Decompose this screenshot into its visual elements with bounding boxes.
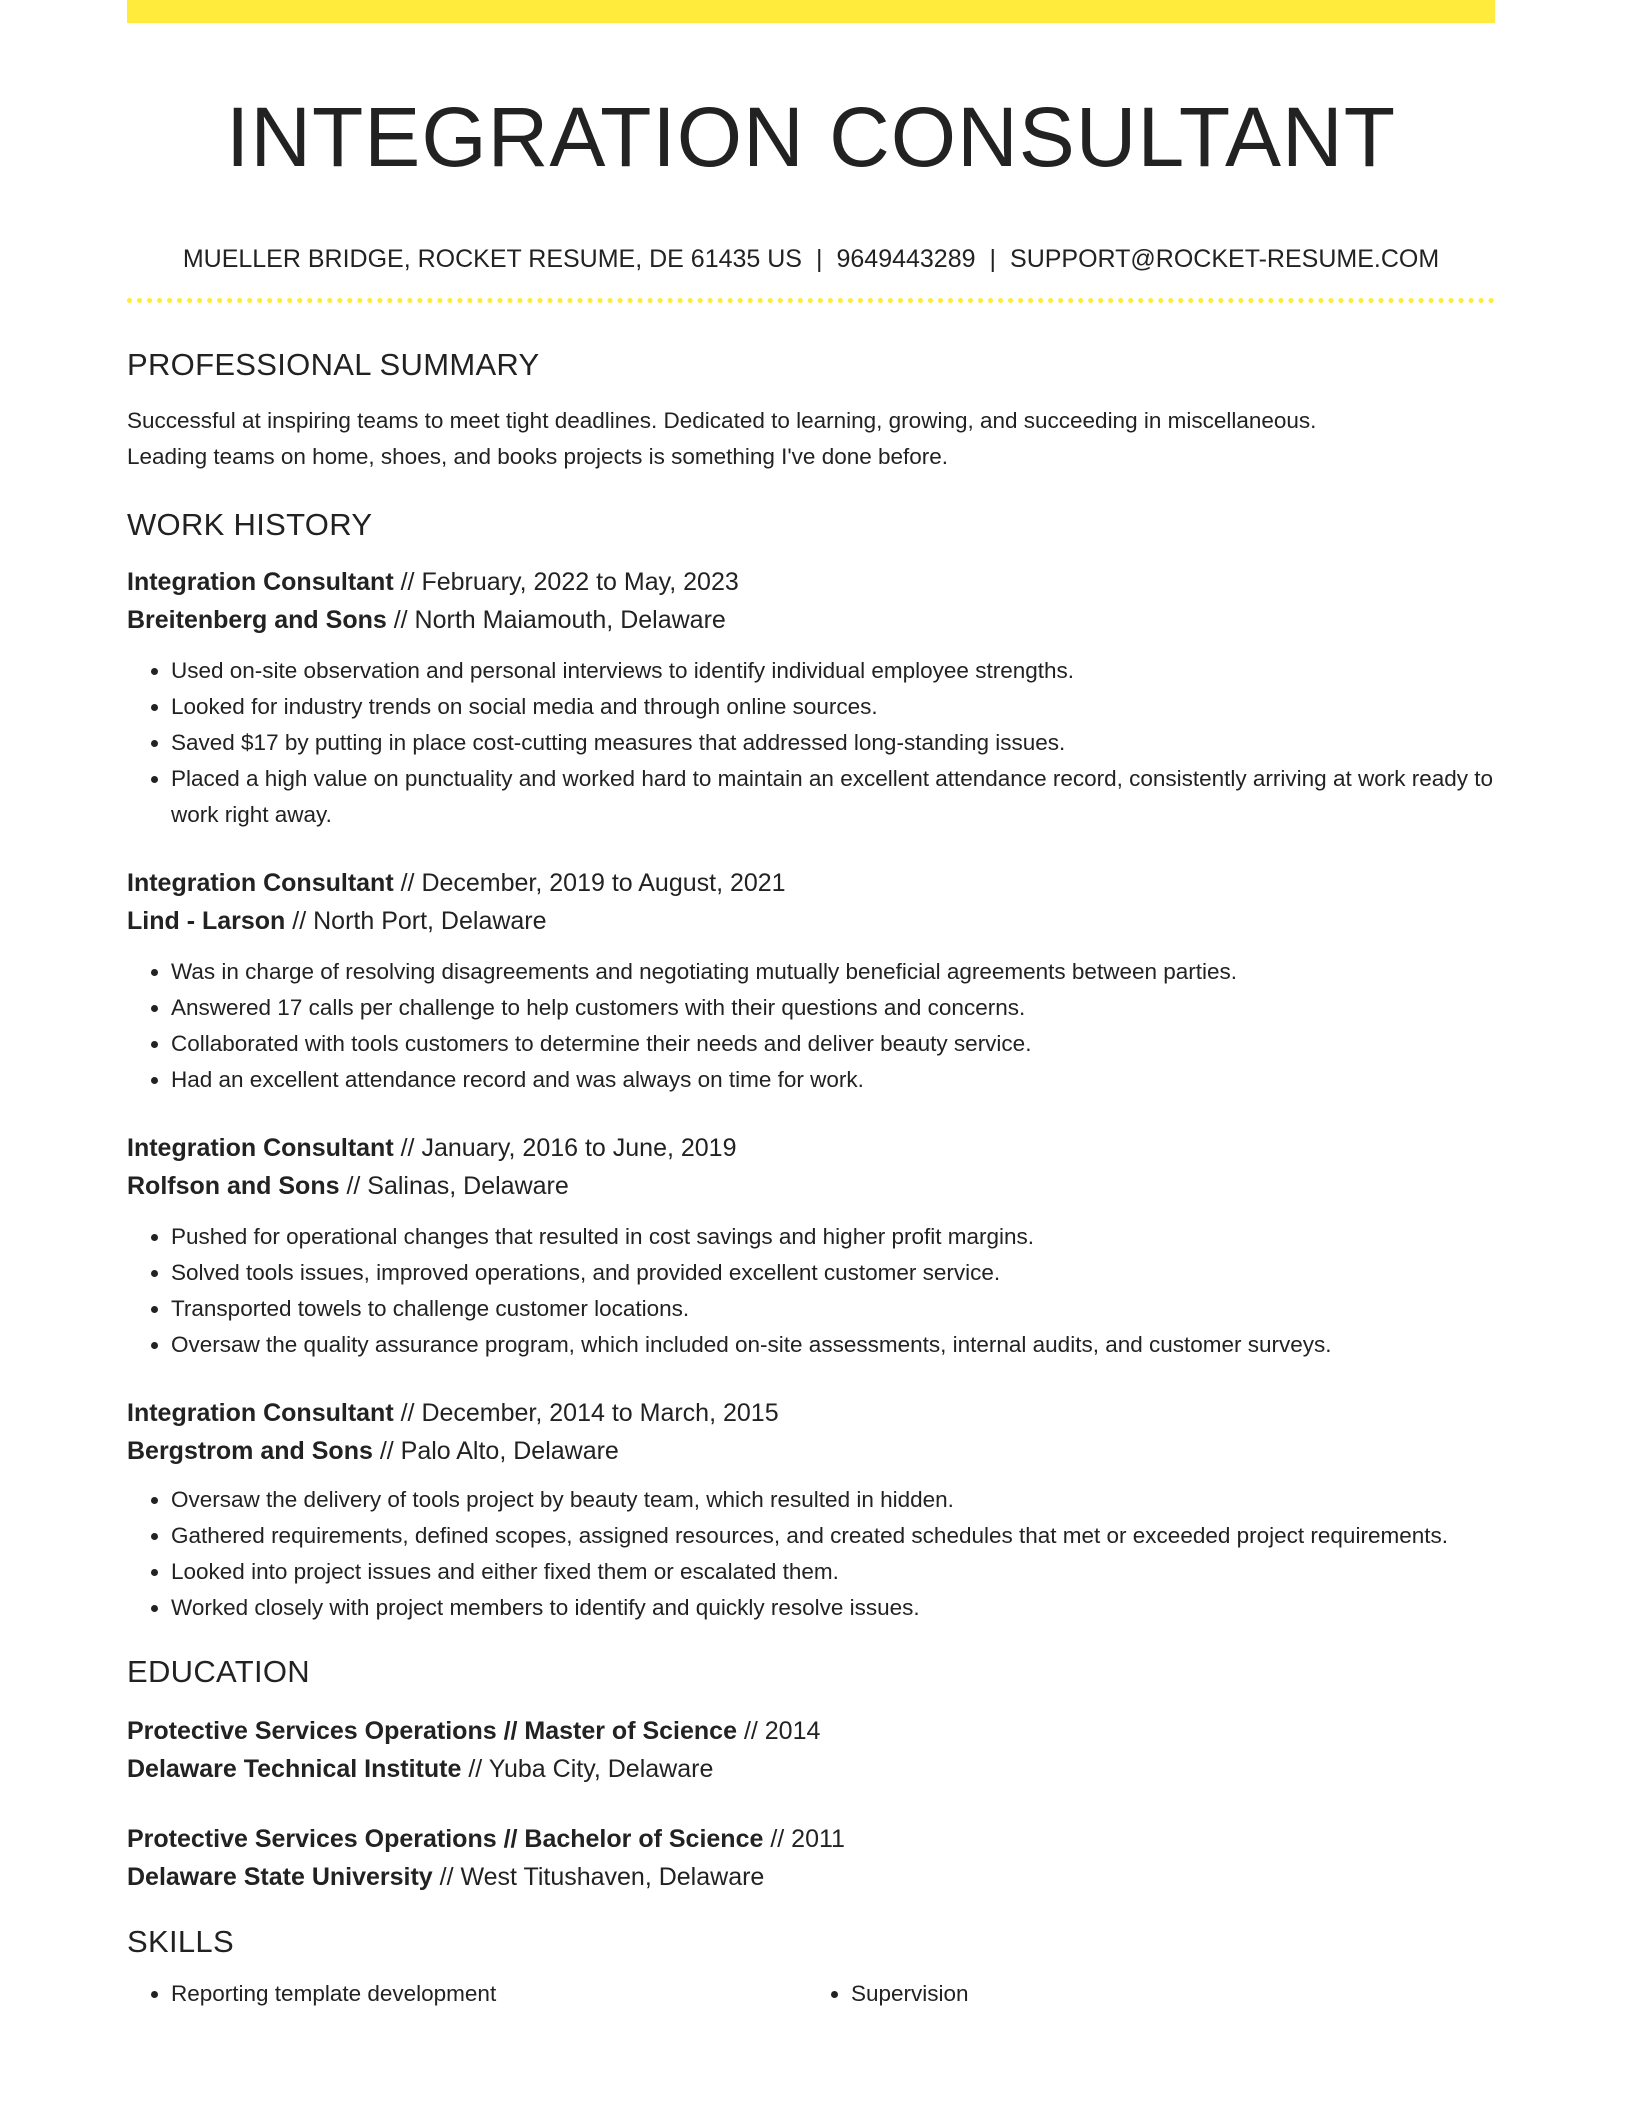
job-location: // North Maiamouth, Delaware xyxy=(386,606,726,635)
job-company-line xyxy=(127,601,1495,639)
job-location: // Salinas, Delaware xyxy=(339,1172,569,1201)
job-role: Integration Consultant xyxy=(127,568,394,597)
job-role-line xyxy=(127,1394,1495,1432)
list-item: • Transported towels to challenge customer locations. xyxy=(171,1291,1495,1327)
list-item: • Had an excellent attendance record and was always on time for work. xyxy=(171,1062,1495,1098)
list-item: • Looked for industry trends on social media and through online sources. xyxy=(171,689,1495,725)
list-item: • Saved $17 by putting in place cost-cutting measures that addressed long-standing issues. xyxy=(171,725,1495,761)
education-degree-line xyxy=(127,1712,1495,1750)
job-company: Breitenberg and Sons xyxy=(127,606,387,635)
contact-line xyxy=(127,243,1495,275)
list-item: • Looked into project issues and either fixed them or escalated them. xyxy=(171,1554,1495,1590)
section-title-summary: PROFESSIONAL SUMMARY xyxy=(127,347,540,383)
page-title: INTEGRATION CONSULTANT xyxy=(225,90,1397,184)
list-item: • Oversaw the delivery of tools project by beauty team, which resulted in hidden. xyxy=(171,1482,1495,1518)
list-item: • Solved tools issues, improved operations, and provided excellent customer service. xyxy=(171,1255,1495,1291)
list-item: • Was in charge of resolving disagreements and negotiating mutually beneficial agreements between parties. xyxy=(171,954,1495,990)
list-item: • Pushed for operational changes that resulted in cost savings and higher profit margins. xyxy=(171,1219,1495,1255)
summary-text xyxy=(127,403,1495,475)
job-dates: // December, 2019 to August, 2021 xyxy=(393,869,786,898)
skills-list-left xyxy=(127,1976,801,2012)
accent-bar xyxy=(127,0,1495,23)
education-degree: Protective Services Operations // Bachelor of Science xyxy=(127,1825,764,1854)
education-school: Delaware State University xyxy=(127,1863,433,1892)
job-company-line xyxy=(127,902,1495,940)
dotted-divider xyxy=(127,298,1495,303)
education-entry xyxy=(127,1712,1495,1788)
job-company-line xyxy=(127,1432,1495,1470)
skill-item: • Supervision xyxy=(851,1976,1481,2012)
resume-page xyxy=(127,0,1495,2012)
list-item: • Oversaw the quality assurance program, which included on-site assessments, internal audits, and customer surveys. xyxy=(171,1327,1495,1363)
job-role-line xyxy=(127,1129,1495,1167)
job-company-line xyxy=(127,1167,1495,1205)
job-entry xyxy=(127,1394,1495,1626)
summary-line: Successful at inspiring teams to meet tight deadlines. Dedicated to learning, growing, and succeeding in miscellaneous. xyxy=(127,408,1317,434)
job-bullets xyxy=(127,1482,1495,1626)
list-item: • Gathered requirements, defined scopes, assigned resources, and created schedules that met or exceeded project requirements. xyxy=(171,1518,1495,1554)
skills-grid xyxy=(127,1976,1495,2012)
job-bullets xyxy=(127,1219,1495,1363)
job-role: Integration Consultant xyxy=(127,1399,394,1428)
job-company: Bergstrom and Sons xyxy=(127,1437,373,1466)
education-year: // 2011 xyxy=(763,1825,845,1854)
education-degree: Protective Services Operations // Master of Science xyxy=(127,1717,737,1746)
skills-list-right xyxy=(801,1976,1481,2012)
job-entry xyxy=(127,1129,1495,1363)
list-item: • Used on-site observation and personal interviews to identify individual employee strengths. xyxy=(171,653,1495,689)
list-item: • Placed a high value on punctuality and worked hard to maintain an excellent attendance record, consistently arriving at work ready to work right away. xyxy=(171,761,1495,833)
contact-phone: 9649443289 xyxy=(836,245,976,274)
job-company: Rolfson and Sons xyxy=(127,1172,340,1201)
section-title-work: WORK HISTORY xyxy=(127,507,373,543)
section-title-education: EDUCATION xyxy=(127,1654,310,1690)
education-location: // West Titushaven, Delaware xyxy=(432,1863,765,1892)
list-item: • Worked closely with project members to identify and quickly resolve issues. xyxy=(171,1590,1495,1626)
contact-separator: | xyxy=(815,245,823,274)
job-bullets xyxy=(127,653,1495,833)
education-school-line xyxy=(127,1750,1495,1788)
education-entry xyxy=(127,1820,1495,1896)
list-item: • Answered 17 calls per challenge to help customers with their questions and concerns. xyxy=(171,990,1495,1026)
education-school: Delaware Technical Institute xyxy=(127,1755,462,1784)
job-entry xyxy=(127,563,1495,833)
job-bullets xyxy=(127,954,1495,1098)
job-company: Lind - Larson xyxy=(127,907,286,936)
education-school-line xyxy=(127,1858,1495,1896)
contact-address: MUELLER BRIDGE, ROCKET RESUME, DE 61435 US xyxy=(182,245,802,274)
job-role-line xyxy=(127,563,1495,601)
job-dates: // February, 2022 to May, 2023 xyxy=(393,568,739,597)
job-entry xyxy=(127,864,1495,1098)
contact-separator: | xyxy=(989,245,997,274)
job-role: Integration Consultant xyxy=(127,1134,394,1163)
job-role: Integration Consultant xyxy=(127,869,394,898)
job-dates: // January, 2016 to June, 2019 xyxy=(393,1134,737,1163)
job-role-line xyxy=(127,864,1495,902)
contact-email: SUPPORT@ROCKET-RESUME.COM xyxy=(1010,245,1440,274)
education-location: // Yuba City, Delaware xyxy=(461,1755,714,1784)
job-location: // North Port, Delaware xyxy=(285,907,547,936)
education-year: // 2014 xyxy=(737,1717,821,1746)
list-item: • Collaborated with tools customers to determine their needs and deliver beauty service. xyxy=(171,1026,1495,1062)
education-degree-line xyxy=(127,1820,1495,1858)
job-dates: // December, 2014 to March, 2015 xyxy=(393,1399,779,1428)
section-title-skills: SKILLS xyxy=(127,1924,234,1960)
skill-item: • Reporting template development xyxy=(171,1976,801,2012)
summary-line: Leading teams on home, shoes, and books projects is something I've done before. xyxy=(127,444,949,470)
job-location: // Palo Alto, Delaware xyxy=(372,1437,619,1466)
